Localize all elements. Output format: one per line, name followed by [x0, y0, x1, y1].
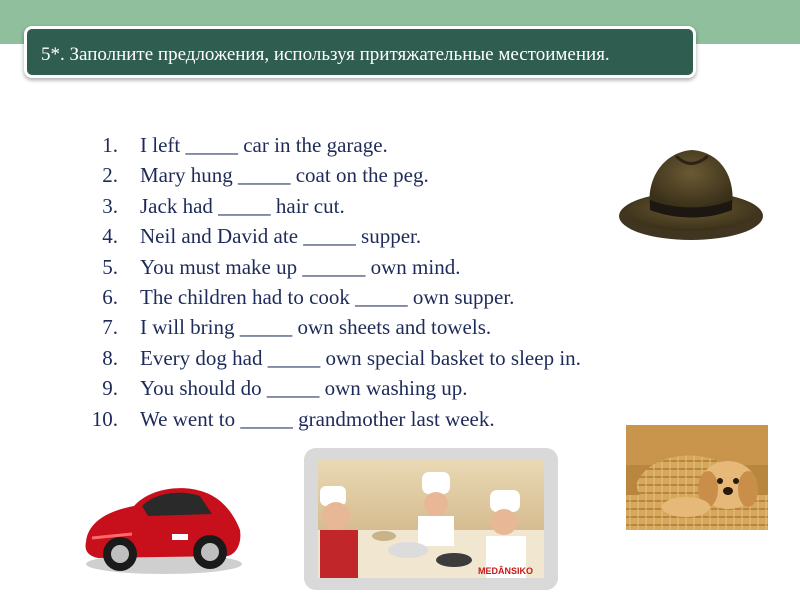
slide-title: [24, 26, 696, 78]
list-item: [66, 312, 726, 342]
item-text: I left _____ car in the garage.: [140, 133, 388, 157]
fedora-hat-image: [616, 142, 766, 246]
item-number: 7.: [102, 315, 118, 340]
puppy-basket-image: [626, 425, 768, 530]
red-car-image: [72, 458, 248, 590]
item-number: 6.: [102, 285, 118, 310]
list-item: [66, 252, 726, 282]
item-text: Mary hung _____ coat on the peg.: [140, 163, 429, 188]
item-number: 5.: [102, 254, 118, 279]
item-number: 4.: [102, 224, 118, 249]
slide-title-text: 5*. Заполните предложения, используя притяжательные местоимения.: [41, 44, 610, 65]
item-text: I will bring _____ own sheets and towels.: [140, 315, 492, 340]
item-text: Jack had _____ hair cut.: [140, 193, 345, 218]
item-number: 9.: [102, 376, 118, 401]
item-number: 8.: [102, 345, 118, 370]
item-number: 3.: [102, 193, 118, 218]
item-text: You should do _____ own washing up.: [140, 376, 468, 401]
list-item: [66, 373, 726, 403]
item-number: 1.: [102, 133, 118, 157]
item-text: We went to _____ grandmother last week.: [140, 406, 495, 431]
kids-watermark: MEDÂNSIKO: [478, 566, 534, 576]
item-text: You must make up ______ own mind.: [140, 254, 461, 279]
item-number: 10.: [91, 406, 118, 431]
item-text: Every dog had _____ own special basket to sleep in.: [140, 345, 581, 370]
item-text: The children had to cook _____ own supper.: [140, 285, 515, 310]
children-cooking-image: [304, 448, 558, 590]
item-number: 2.: [102, 163, 118, 188]
list-item: [66, 282, 726, 312]
item-text: Neil and David ate _____ supper.: [140, 224, 422, 249]
list-item: [66, 343, 726, 373]
